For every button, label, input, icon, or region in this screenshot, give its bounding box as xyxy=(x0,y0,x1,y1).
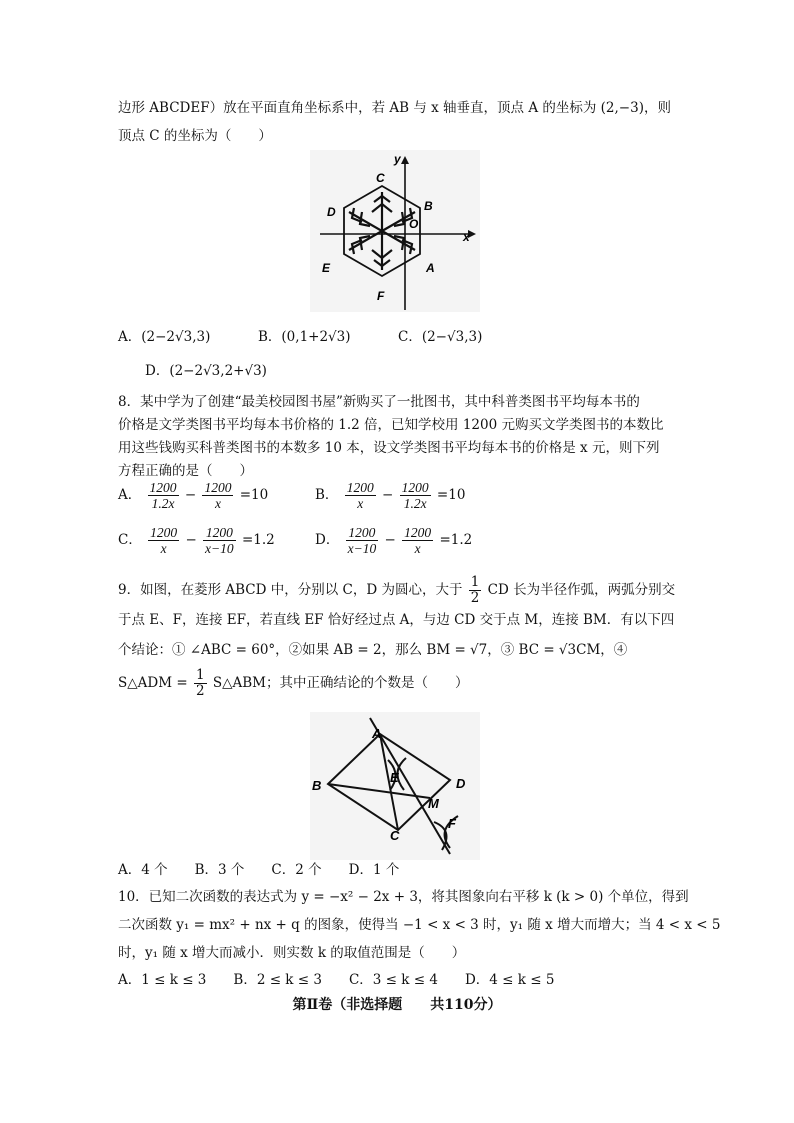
frac-denominator: x xyxy=(414,541,421,556)
rhombus-figure xyxy=(310,712,480,860)
fig9-label-a: A xyxy=(372,726,382,741)
q8-option-b-label: B． xyxy=(315,487,339,503)
frac-numerator: 1 xyxy=(470,574,480,590)
frac-numerator: 1200 xyxy=(346,525,379,541)
q9-text-line4 xyxy=(118,668,468,699)
q10-text-line1: 10．已知二次函数的表达式为 y = −x² − 2x + 3，将其图象向右平移 k (k > 0) 个单位，得到 xyxy=(118,889,689,905)
frac-denominator: x−10 xyxy=(205,541,234,556)
minus-sign: − xyxy=(184,487,197,503)
frac-numerator: 1200 xyxy=(203,525,236,541)
equation-rhs: =1.2 xyxy=(439,532,473,548)
q9-line4-pre: S△ADM = xyxy=(118,675,188,691)
frac-denominator: 1.2x xyxy=(151,496,175,511)
q8-option-d-label: D． xyxy=(315,532,340,548)
q8-option-d-frac1 xyxy=(346,525,379,556)
frac-numerator: 1200 xyxy=(404,525,432,540)
q8-option-c-frac2 xyxy=(203,525,236,556)
fig9-label-d: D xyxy=(456,776,466,791)
section-title: 第Ⅱ卷（非选择题 共110分） xyxy=(292,997,502,1013)
q8-option-a-frac1 xyxy=(148,480,179,511)
frac-denominator: 2 xyxy=(195,683,205,699)
q10-text-line3: 时，y₁ 随 x 增大而减小．则实数 k 的取值范围是（ ） xyxy=(118,945,466,961)
half-fraction xyxy=(194,668,207,699)
frac-numerator: 1200 xyxy=(346,480,374,495)
q8-option-a-label: A． xyxy=(118,487,142,503)
fig7-label-o: O xyxy=(409,217,419,231)
q8-option-b-frac2 xyxy=(400,480,431,511)
q8-option-b xyxy=(315,480,465,511)
q8-text-line4: 方程正确的是（ ） xyxy=(118,463,253,479)
q8-option-b-frac1 xyxy=(345,480,376,511)
fig7-label-x: x xyxy=(463,230,470,244)
q7-option-d: D．(2−2√3,2+√3) xyxy=(145,363,267,379)
fig9-label-e: E xyxy=(390,770,399,785)
q8-text-line3: 用这些钱购买科普类图书的本数多 10 本，设文学类图书平均每本书的价格是 x 元，则下列 xyxy=(118,440,660,456)
fig7-label-a: A xyxy=(426,261,435,275)
equation-rhs: =10 xyxy=(239,487,269,503)
fig7-label-e: E xyxy=(322,261,331,275)
q8-option-a-frac2 xyxy=(202,480,233,511)
q9-line1-pre: 9．如图，在菱形 ABCD 中，分别以 C，D 为圆心，大于 xyxy=(118,582,463,598)
fig7-label-b: B xyxy=(424,199,433,213)
frac-denominator: x xyxy=(160,541,167,556)
fig7-label-y: y xyxy=(394,152,401,166)
q7-option-a: A．(2−2√3,3) xyxy=(118,329,211,345)
q9-text-line3: 个结论：① ∠ABC = 60°，②如果 AB = 2，那么 BM = √7，③ BC = √3CM，④ xyxy=(118,642,628,658)
q7-text-line1: 边形 ABCDEF）放在平面直角坐标系中，若 AB 与 x 轴垂直，顶点 A 的坐标为 (2,−3)，则 xyxy=(118,100,671,116)
frac-numerator: 1200 xyxy=(150,525,178,540)
frac-denominator: x−10 xyxy=(347,541,377,556)
frac-numerator: 1 xyxy=(195,667,205,683)
q10-options: A．1 ≤ k ≤ 3 B．2 ≤ k ≤ 3 C．3 ≤ k ≤ 4 D．4 ≤ k ≤ 5 xyxy=(118,972,555,988)
frac-denominator: x xyxy=(214,496,221,511)
half-fraction xyxy=(469,575,482,606)
fig9-label-b: B xyxy=(312,778,322,793)
frac-denominator: 1.2x xyxy=(403,496,427,511)
q9-options: A．4 个 B．3 个 C．2 个 D．1 个 xyxy=(118,862,400,878)
minus-sign: − xyxy=(384,532,396,548)
q8-option-a xyxy=(118,480,268,511)
frac-denominator: 2 xyxy=(470,590,480,606)
fig9-label-m: M xyxy=(428,796,439,811)
q9-text-line1 xyxy=(118,575,675,606)
q7-option-c: C．(2−√3,3) xyxy=(398,329,483,345)
q9-text-line2: 于点 E、F，连接 EF，若直线 EF 恰好经过点 A，与边 CD 交于点 M，连接 BM．有以下四 xyxy=(118,612,675,628)
fig7-label-f: F xyxy=(377,289,385,303)
q7-text-line2: 顶点 C 的坐标为（ ） xyxy=(118,128,272,144)
q9-line1-post: CD 长为半径作弧，两弧分别交 xyxy=(487,582,676,598)
minus-sign: − xyxy=(185,532,197,548)
minus-sign: − xyxy=(382,487,394,503)
q10-text-line2: 二次函数 y₁ = mx² + nx + q 的图象，使得当 −1 < x < 3 时，y₁ 随 x 增大而增大；当 4 < x < 5 xyxy=(118,917,721,933)
q9-line4-post: S△ABM；其中正确结论的个数是（ ） xyxy=(212,675,469,691)
q8-option-c-frac1 xyxy=(148,525,179,556)
q8-option-d-frac2 xyxy=(402,525,433,556)
q8-option-d xyxy=(315,525,472,556)
fig9-label-f: F xyxy=(448,816,456,831)
frac-denominator: x xyxy=(357,496,364,511)
q8-text-line2: 价格是文学类图书平均每本书价格的 1.2 倍，已知学校用 1200 元购买文学类图书的本数比 xyxy=(118,417,664,433)
q8-option-c xyxy=(118,525,275,556)
q7-option-b: B．(0,1+2√3) xyxy=(258,329,351,345)
snowflake-hexagon-figure xyxy=(310,150,480,312)
q8-text-line1: 8．某中学为了创建“最美校园图书屋”新购买了一批图书，其中科普类图书平均每本书的 xyxy=(118,394,640,410)
fig9-label-c: C xyxy=(390,828,400,843)
fig7-label-d: D xyxy=(327,205,336,219)
equation-rhs: =1.2 xyxy=(241,532,275,548)
frac-numerator: 1200 xyxy=(401,480,429,495)
q8-option-c-label: C． xyxy=(118,532,142,548)
equation-rhs: =10 xyxy=(436,487,466,503)
fig7-label-c: C xyxy=(376,171,385,185)
frac-numerator: 1200 xyxy=(149,480,177,495)
frac-numerator: 1200 xyxy=(204,480,232,495)
